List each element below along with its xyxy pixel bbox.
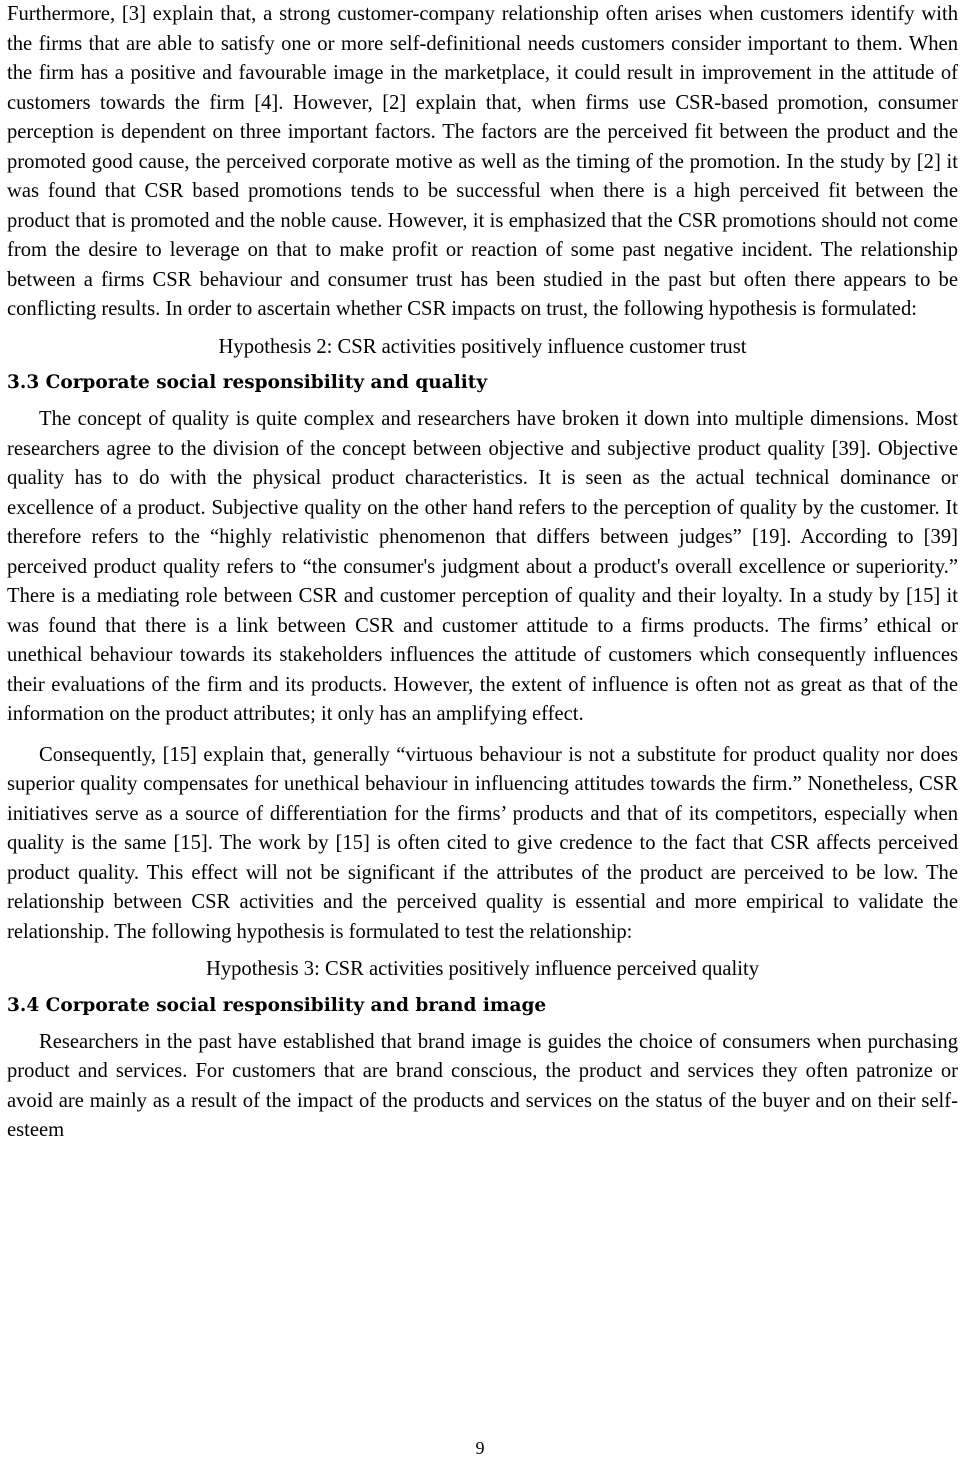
hypothesis-2: Hypothesis 2: CSR activities positively influence customer trust: [218, 335, 747, 358]
paragraph-csr-trust: Furthermore, [3] explain that, a strong customer-company relationship often arises when customers identify with the firms that are able to satisfy one or more self-definitional needs customers consider important to them. When the firm has a positive and favourable image in the marketplace, it could result in improvement in the attitude of customers towards the firm [4]. However, [2] explain that, when firms use CSR-based promotion, consumer perception is dependent on three important factors. The factors are the perceived fit between the product and the promoted good cause, the perceived corporate motive as well as the timing of the promotion. In the study by [2] it was found that CSR based promotions tends to be successful when there is a high perceived fit between the product that is promoted and the noble cause. However, it is emphasized that the CSR promotions should not come from the desire to leverage on that to make profit or reaction of some past negative incident. The relationship between a firms CSR behaviour and consumer trust has been studied in the past but often there appears to be conflicting results. In order to ascertain whether CSR impacts on trust, the following hypothesis is formulated:: [7, 3, 958, 320]
page-number: 9: [475, 1438, 485, 1458]
paragraph-consequently: Consequently, [15] explain that, generally “virtuous behaviour is not a substitute for product quality nor does superior quality compensates for unethical behaviour in influencing attitudes towards the firm.” Nonetheless, CSR initiatives serve as a source of differentiation for the firms’ products and that of its competitors, especially when quality is the same [15]. The work by [15] is often cited to give credence to the fact that CSR affects perceived product quality. This effect will not be significant if the attributes of the product are perceived to be low. The relationship between CSR activities and the perceived quality is essential and more empirical to validate the relationship. The following hypothesis is formulated to test the relationship:: [7, 743, 958, 943]
section-heading-3-3: 3.3 Corporate social responsibility and quality: [7, 372, 488, 393]
paragraph-quality: The concept of quality is quite complex and researchers have broken it down into multiple dimensions. Most researchers agree to the division of the concept between objective and subjective product quality [39]. Objective quality has to do with the physical product characteristics. It is seen as the actual technical dominance or excellence of a product. Subjective quality on the other hand refers to the perception of quality by the customer. It therefore refers to the “highly relativistic phenomenon that differs between judges” [19]. According to [39] perceived product quality refers to “the consumer's judgment about a product's overall excellence or superiority.” There is a mediating role between CSR and customer perception of quality and their loyalty. In a study by [15] it was found that there is a link between CSR and customer attitude to a firms products. The firms’ ethical or unethical behaviour towards its stakeholders influences the attitude of customers which consequently influences their evaluations of the firm and its products. However, the extent of influence is often not as great as that of the information on the product attributes; it only has an amplifying effect.: [7, 408, 958, 725]
hypothesis-3: Hypothesis 3: CSR activities positively influence perceived quality: [205, 958, 760, 980]
paragraph-brand-image: Researchers in the past have established that brand image is guides the choice of consumers when purchasing product and services. For customers that are brand conscious, the product and services they often patronize or avoid are mainly as a result of the impact of the products and services on the status of the buyer and on their self-esteem: [7, 1030, 958, 1141]
page-body: [7, 0, 958, 1146]
section-heading-3-4: 3.4 Corporate social responsibility and brand image: [7, 994, 547, 1016]
